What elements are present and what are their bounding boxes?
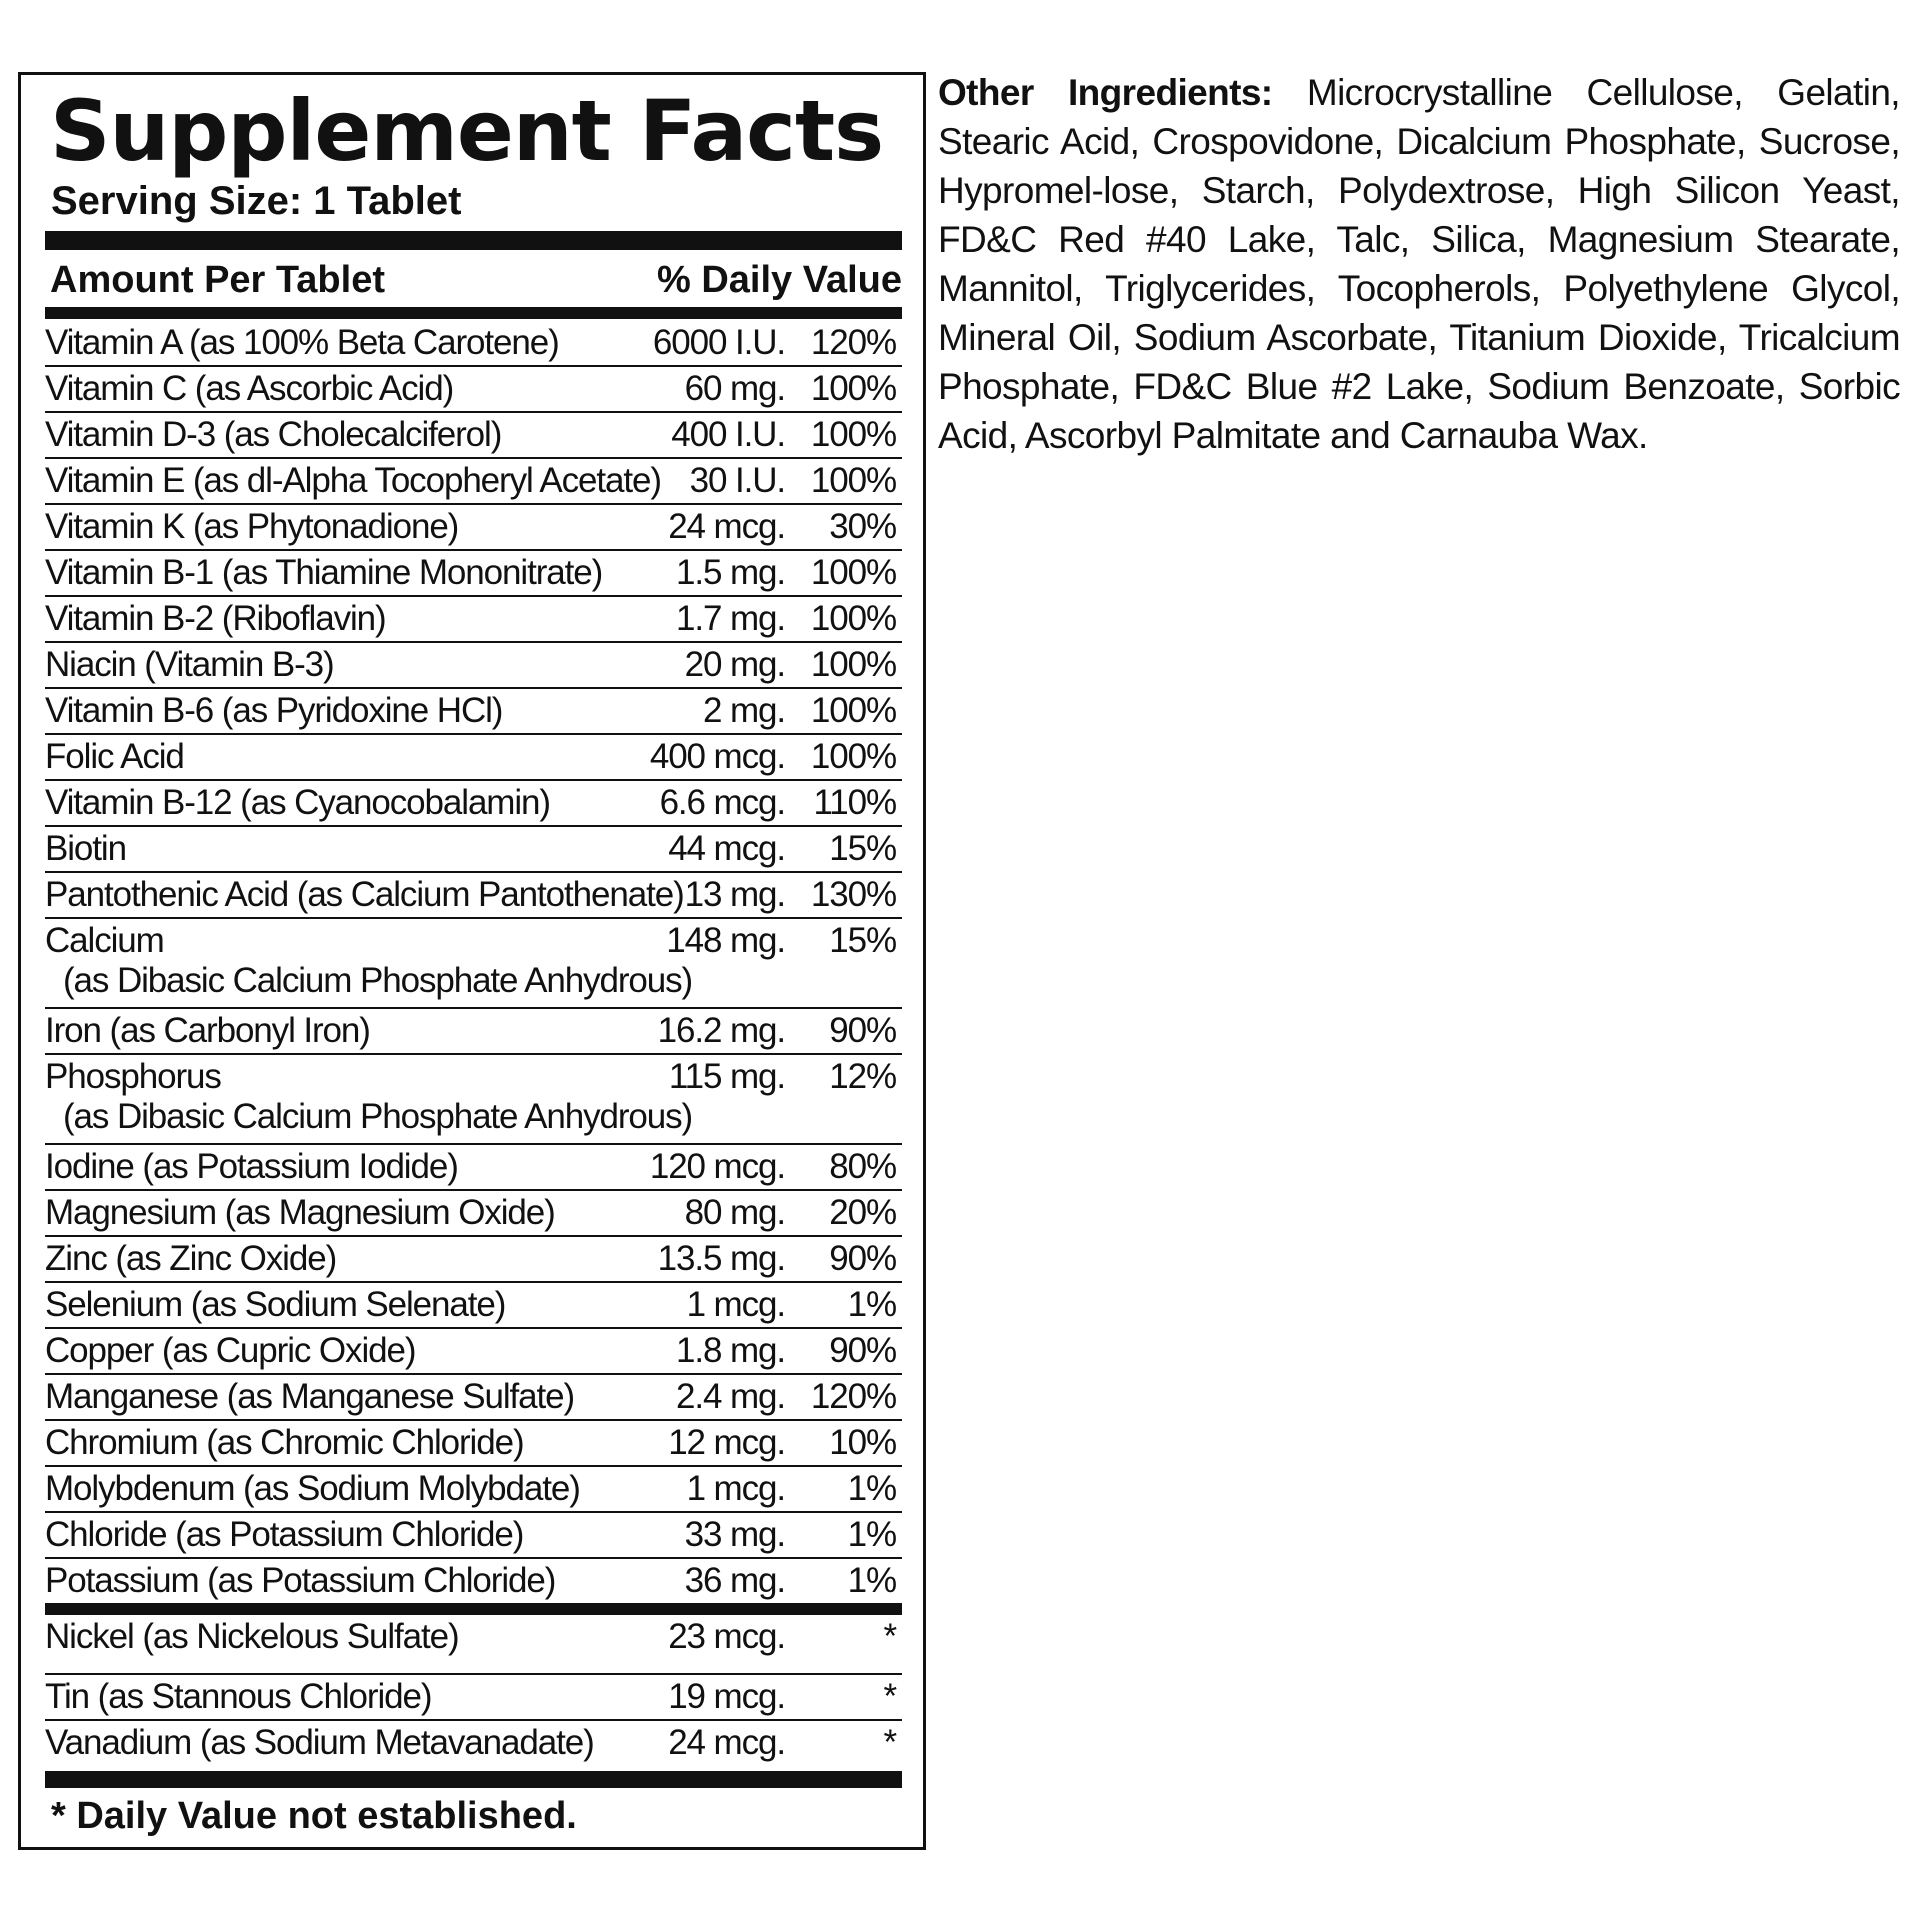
nutrient-daily-value: 15% [829, 921, 896, 960]
nutrient-amount: 60 mg. [684, 369, 785, 408]
other-ingredients-heading: Other Ingredients: [938, 72, 1273, 113]
table-row [45, 643, 902, 689]
nutrient-name: Iron (as Carbonyl Iron) [45, 1011, 370, 1050]
table-row [45, 1513, 902, 1559]
nutrient-daily-value: 130% [810, 875, 896, 914]
nutrient-name: Niacin (Vitamin B-3) [45, 645, 334, 684]
table-row [45, 873, 902, 919]
table-row [45, 413, 902, 459]
nutrient-daily-value: * [883, 1723, 896, 1762]
table-row [45, 1615, 902, 1675]
nutrient-name: Vitamin A (as 100% Beta Carotene) [45, 323, 559, 362]
nutrient-name: Phosphorus [45, 1057, 221, 1096]
nutrient-name: Nickel (as Nickelous Sulfate) [45, 1617, 459, 1656]
table-row [45, 919, 902, 1009]
table-row [45, 781, 902, 827]
table-row [45, 1467, 902, 1513]
nutrient-daily-value: 100% [810, 553, 896, 592]
nutrient-name: Manganese (as Manganese Sulfate) [45, 1377, 575, 1416]
nutrient-name: Chloride (as Potassium Chloride) [45, 1515, 524, 1554]
nutrient-name: Copper (as Cupric Oxide) [45, 1331, 416, 1370]
nutrient-name: Zinc (as Zinc Oxide) [45, 1239, 337, 1278]
nutrient-source: (as Dibasic Calcium Phosphate Anhydrous) [63, 961, 693, 1000]
other-ingredients-text: Microcrystalline Cellulose, Gelatin, Stearic Acid, Crospovidone, Dicalcium Phosphate, Sucrose, Hypromel-lose, Starch, Polydextrose, High Silicon Yeast, FD&C Red #40 Lake, Talc, Silica, Magnesium Stearate, Mannitol, Triglycerides, Tocopherols, Polyethylene Glycol, Mineral Oil, Sodium Ascorbate, Titanium Dioxide, Tricalcium Phosphate, FD&C Blue #2 Lake, Sodium Benzoate, Sorbic Acid, Ascorbyl Palmitate and Carnauba Wax. [938, 72, 1900, 456]
nutrient-name: Vitamin E (as dl-Alpha Tocopheryl Acetate) [45, 461, 661, 500]
table-row [45, 321, 902, 367]
nutrient-daily-value: 100% [810, 461, 896, 500]
nutrient-amount: 12 mcg. [668, 1423, 785, 1462]
panel-title: Supplement Facts [50, 82, 884, 180]
nutrient-daily-value: 12% [829, 1057, 896, 1096]
nutrient-amount: 20 mg. [684, 645, 785, 684]
nutrient-name: Iodine (as Potassium Iodide) [45, 1147, 458, 1186]
table-row [45, 1145, 902, 1191]
top-divider-bar [45, 231, 902, 250]
bottom-divider-bar [45, 1771, 902, 1788]
nutrient-name: Vitamin K (as Phytonadione) [45, 507, 459, 546]
nutrient-name: Vitamin B-12 (as Cyanocobalamin) [45, 783, 550, 822]
nutrient-amount: 30 I.U. [689, 461, 785, 500]
nutrient-amount: 1 mcg. [686, 1285, 785, 1324]
table-row [45, 689, 902, 735]
nutrient-daily-value: 100% [810, 369, 896, 408]
table-row [45, 1283, 902, 1329]
nutrient-amount: 19 mcg. [668, 1677, 785, 1716]
nutrient-amount: 33 mg. [684, 1515, 785, 1554]
nutrient-name: Vitamin B-1 (as Thiamine Mononitrate) [45, 553, 603, 592]
nutrient-name: Vitamin B-2 (Riboflavin) [45, 599, 386, 638]
nutrient-amount: 1.8 mg. [675, 1331, 785, 1370]
nutrient-daily-value: 15% [829, 829, 896, 868]
table-row [45, 1421, 902, 1467]
nutrient-name: Selenium (as Sodium Selenate) [45, 1285, 506, 1324]
nutrient-amount: 6.6 mcg. [659, 783, 785, 822]
nutrient-name: Magnesium (as Magnesium Oxide) [45, 1193, 555, 1232]
column-header-row [45, 259, 902, 305]
other-ingredients [938, 68, 1900, 460]
table-row [45, 1559, 902, 1615]
nutrient-amount: 400 mcg. [649, 737, 785, 776]
nutrient-name: Folic Acid [45, 737, 184, 776]
table-row [45, 1675, 902, 1721]
nutrient-name: Calcium [45, 921, 164, 960]
table-row [45, 597, 902, 643]
nutrient-daily-value: * [883, 1617, 896, 1656]
nutrient-daily-value: 1% [847, 1469, 896, 1508]
table-row [45, 1375, 902, 1421]
table-row [45, 1329, 902, 1375]
nutrient-amount: 13.5 mg. [657, 1239, 785, 1278]
nutrient-amount: 24 mcg. [668, 1723, 785, 1762]
nutrient-name: Vitamin B-6 (as Pyridoxine HCl) [45, 691, 503, 730]
nutrient-amount: 1.5 mg. [675, 553, 785, 592]
nutrient-amount: 120 mcg. [649, 1147, 785, 1186]
nutrient-daily-value: 1% [847, 1285, 896, 1324]
nutrient-daily-value: 100% [810, 645, 896, 684]
nutrient-daily-value: 20% [829, 1193, 896, 1232]
daily-value-header: % Daily Value [656, 259, 902, 301]
header-divider-bar [45, 307, 902, 319]
nutrient-daily-value: 80% [829, 1147, 896, 1186]
table-row [45, 459, 902, 505]
table-row [45, 827, 902, 873]
nutrient-amount: 13 mg. [684, 875, 785, 914]
nutrient-daily-value: 90% [829, 1239, 896, 1278]
nutrient-amount: 24 mcg. [668, 507, 785, 546]
nutrient-daily-value: 1% [847, 1561, 896, 1600]
nutrient-name: Tin (as Stannous Chloride) [45, 1677, 432, 1716]
table-row [45, 1191, 902, 1237]
table-row [45, 735, 902, 781]
nutrient-daily-value: 110% [813, 783, 896, 822]
nutrient-amount: 1.7 mg. [675, 599, 785, 638]
nutrient-daily-value: 100% [810, 691, 896, 730]
nutrient-amount: 44 mcg. [668, 829, 785, 868]
table-row [45, 1009, 902, 1055]
nutrient-daily-value: 30% [829, 507, 896, 546]
nutrient-daily-value: 100% [810, 415, 896, 454]
nutrient-daily-value: 90% [829, 1011, 896, 1050]
table-row [45, 1055, 902, 1145]
serving-size: Serving Size: 1 Tablet [51, 179, 462, 223]
nutrient-name: Chromium (as Chromic Chloride) [45, 1423, 524, 1462]
nutrient-amount: 36 mg. [684, 1561, 785, 1600]
nutrient-amount: 6000 I.U. [652, 323, 785, 362]
nutrient-amount: 16.2 mg. [657, 1011, 785, 1050]
table-row [45, 367, 902, 413]
nutrient-daily-value: 1% [847, 1515, 896, 1554]
nutrient-source: (as Dibasic Calcium Phosphate Anhydrous) [63, 1097, 693, 1136]
table-row [45, 1237, 902, 1283]
nutrient-daily-value: 100% [810, 737, 896, 776]
nutrient-daily-value: 10% [829, 1423, 896, 1462]
table-row [45, 505, 902, 551]
nutrient-name: Vanadium (as Sodium Metavanadate) [45, 1723, 594, 1762]
nutrient-amount: 115 mg. [668, 1057, 785, 1096]
nutrient-name: Pantothenic Acid (as Calcium Pantothenate) [45, 875, 684, 914]
table-row [45, 1721, 902, 1765]
nutrient-amount: 23 mcg. [668, 1617, 785, 1656]
nutrient-name: Vitamin D-3 (as Cholecalciferol) [45, 415, 502, 454]
nutrient-amount: 148 mg. [666, 921, 785, 960]
nutrient-name: Potassium (as Potassium Chloride) [45, 1561, 556, 1600]
nutrient-daily-value: 100% [810, 599, 896, 638]
supplement-facts-panel [18, 72, 926, 1850]
nutrient-name: Molybdenum (as Sodium Molybdate) [45, 1469, 580, 1508]
nutrient-daily-value: 120% [810, 1377, 896, 1416]
nutrient-daily-value: 90% [829, 1331, 896, 1370]
amount-per-tablet-header: Amount Per Tablet [50, 259, 385, 301]
nutrient-amount: 400 I.U. [671, 415, 785, 454]
nutrient-amount: 80 mg. [684, 1193, 785, 1232]
nutrient-amount: 1 mcg. [686, 1469, 785, 1508]
nutrient-daily-value: * [883, 1677, 896, 1716]
nutrient-rows [45, 321, 902, 1765]
footnote: * Daily Value not established. [51, 1795, 577, 1837]
nutrient-daily-value: 120% [810, 323, 896, 362]
nutrient-amount: 2.4 mg. [675, 1377, 785, 1416]
nutrient-amount: 2 mg. [702, 691, 785, 730]
nutrient-name: Biotin [45, 829, 126, 868]
nutrient-name: Vitamin C (as Ascorbic Acid) [45, 369, 454, 408]
table-row [45, 551, 902, 597]
